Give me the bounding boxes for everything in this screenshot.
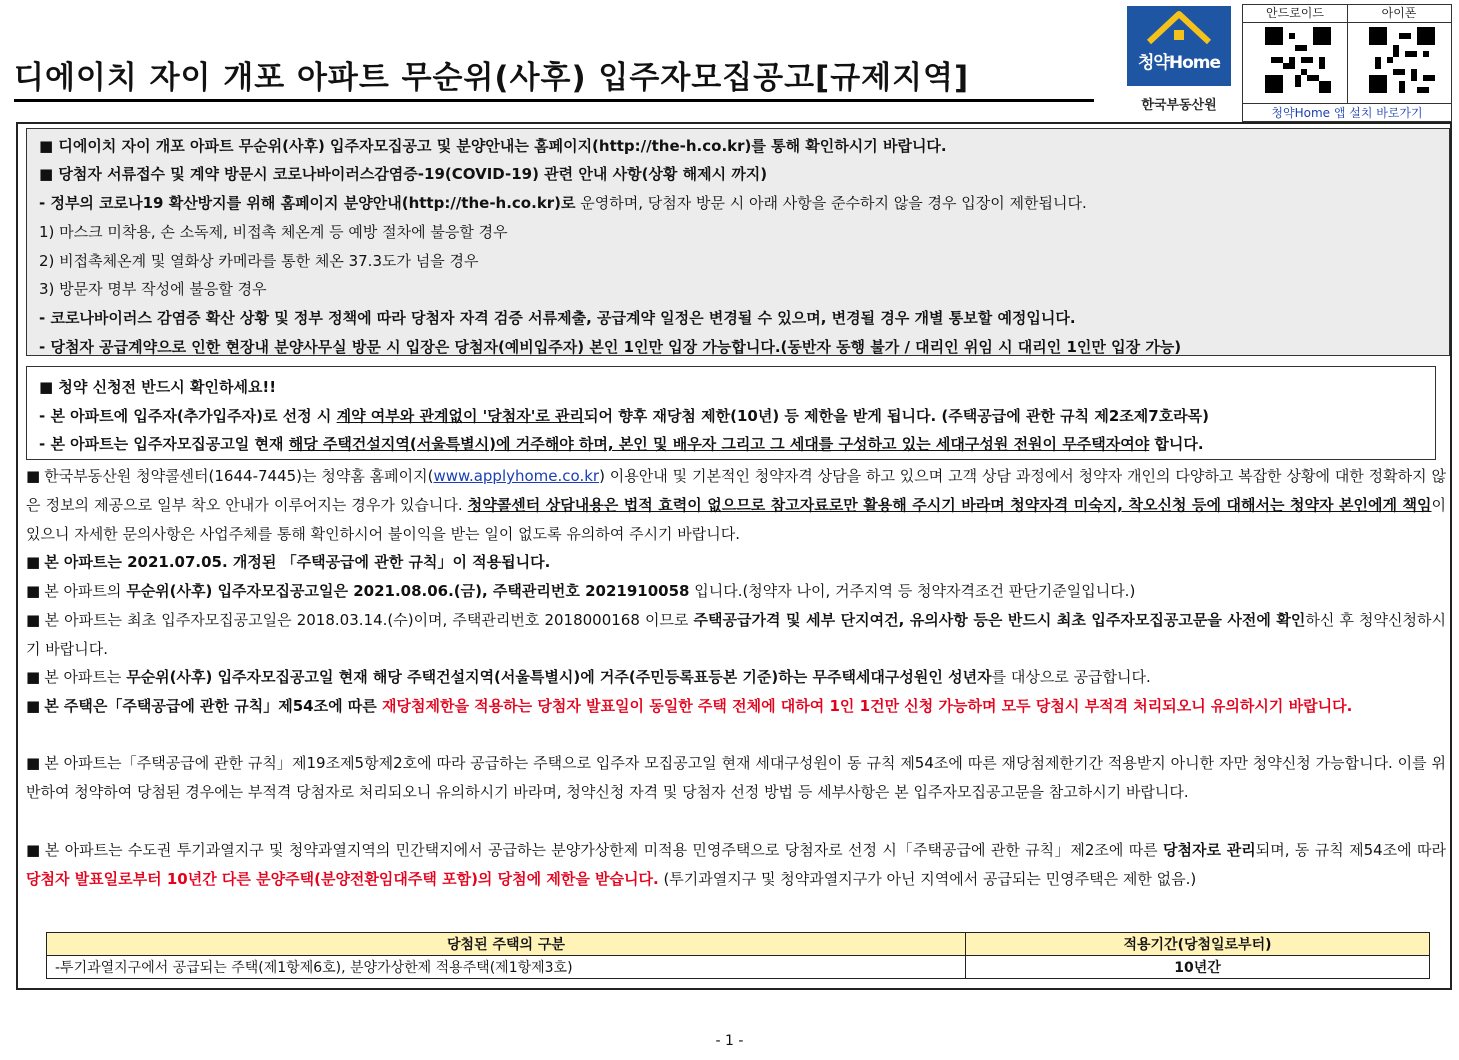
p4-c: 하신 후 청약신청하시기 바랍니다. xyxy=(26,611,1446,658)
qr-code-iphone-icon[interactable] xyxy=(1369,27,1435,93)
p7-a: 본 아파트는「주택공급에 관한 규칙」제19조제5항제2호에 따라 공급하는 주택으로 입주자 모집공고일 현재 세대구성원이 동 규칙 제54조에 따른 재당첨제한기간 적용받지 아니한 자만 청약신청 가능합니다. 이를 위반하여 청약하여 당첨된 경우에는 부적격 당첨자로 처리되오니 유의하시기 바라며, 청약신청 자격 및 당첨자 선정 방법 등 세부사항은 본 입주자모집공고문을 참고하시기 바랍니다. xyxy=(26,754,1446,801)
p4-b: 주택공급가격 및 세부 단지여건, 유의사항 등은 반드시 최초 입주자모집공고문을 사전에 확인 xyxy=(693,611,1306,629)
bullet: ■ xyxy=(26,754,41,772)
p8-c: 되며, 동 규칙 제54조에 따라 xyxy=(1255,841,1446,859)
bullet: ■ xyxy=(26,611,41,629)
callcenter-paragraph xyxy=(26,462,1446,549)
check-line-3-a: - 본 아파트는 입주자모집공고일 현재 xyxy=(39,435,289,453)
covid-line-3 xyxy=(39,192,1087,213)
covid-line-3-rest: 운영하며, 당첨자 방문 시 아래 사항을 준수하지 않을 경우 입장이 제한됩니다. xyxy=(575,194,1087,212)
check-line-3-underlined: 해당 주택건설지역(서울특별시)에 거주해야 하며, 본인 및 배우자 그리고 그 세대를 구성하고 있는 세대구성원 전원이 무주택자여야 xyxy=(288,435,1150,453)
table-row xyxy=(47,956,1430,979)
covid-notice-box xyxy=(26,128,1450,356)
bullet: ■ xyxy=(26,553,41,571)
applyhome-logo xyxy=(1127,6,1231,118)
logo-org: 한국부동산원 xyxy=(1141,98,1217,113)
p3-a: 본 아파트의 xyxy=(44,582,127,600)
check-before-apply-box xyxy=(26,366,1436,460)
rewin-period-table xyxy=(46,932,1430,979)
p1-a: 한국부동산원 청약콜센터(1644-7445)는 청약홈 홈페이지( xyxy=(44,467,434,485)
p1-b: ) 이용안내 및 기본적인 청약자격 상담을 하고 있으며 고객 상담 과정에서 청약자 개인의 다양하고 복잡한 상황에 대한 정확하지 않은 정보의 제공으로 일부 착오 안내가 이루어지는 경우가 있습니다. xyxy=(26,467,1446,514)
rule19-paragraph xyxy=(26,749,1446,807)
qr-android-label: 안드로이드 xyxy=(1243,5,1347,23)
p5-a: 본 아파트는 xyxy=(44,668,127,686)
initial-notice-paragraph xyxy=(26,606,1446,664)
p1-c: 청약콜센터 상담내용은 법적 효력이 없으므로 참고자료로만 활용해 주시기 바라며 청약자격 미숙지, 착오신청 등에 대해서는 청약자 본인에게 책임 xyxy=(467,496,1432,514)
rule-applied-paragraph xyxy=(26,548,1446,577)
qr-iphone-label: 아이폰 xyxy=(1347,5,1451,23)
logo-text: 청약Home xyxy=(1138,53,1220,73)
p6-b-red: 재당첨제한을 적용하는 당첨자 발표일이 동일한 주택 전체에 대하여 1인 1건만 신청 가능하며 모두 당첨시 부적격 처리되오니 유의하시기 바랍니다. xyxy=(382,697,1353,715)
covid-line-4: 1) 마스크 미착용, 손 소독제, 비접촉 체온계 등 예방 절차에 불응할 경우 xyxy=(39,223,508,241)
check-line-2-a: - 본 아파트에 입주자(추가입주자)로 선정 시 xyxy=(39,407,337,425)
covid-line-5: 2) 비접촉체온계 및 열화상 카메라를 통한 체온 37.3도가 넘을 경우 xyxy=(39,252,479,270)
p3-c: 입니다.(청약자 나이, 거주지역 등 청약자격조건 판단기준일입니다.) xyxy=(689,582,1136,600)
table-header-period: 적용기간(당첨일로부터) xyxy=(966,933,1430,956)
p1-d: 이 있으니 자세한 문의사항은 사업주체를 통해 확인하시어 불이익을 받는 일이 없도록 유의하여 주시기 바랍니다. xyxy=(26,496,1446,543)
covid-line-6: 3) 방문자 명부 작성에 불응할 경우 xyxy=(39,280,267,298)
applyhome-link[interactable]: www.applyhome.co.kr xyxy=(433,467,600,485)
notice-date-paragraph xyxy=(26,577,1446,606)
covid-line-1: ■ 디에이치 자이 개포 아파트 무순위(사후) 입주자모집공고 및 분양안내는 홈페이지(http://the-h.co.kr)를 통해 확인하시기 바랍니다. xyxy=(39,137,947,155)
bullet: ■ xyxy=(26,668,41,686)
rewin-limit-paragraph xyxy=(26,692,1446,721)
p8-e: (투기과열지구 및 청약과열지구가 아닌 지역에서 공급되는 민영주택은 제한 없음.) xyxy=(658,870,1197,888)
p6-a: 본 주택은「주택공급에 관한 규칙」제54조에 따른 xyxy=(44,697,382,715)
app-install-link[interactable]: 청약Home 앱 설치 바로가기 xyxy=(1243,103,1451,122)
p3-b: 무순위(사후) 입주자모집공고일은 2021.08.06.(금), 주택관리번호 2021910058 xyxy=(126,582,690,600)
table-cell-period: 10년간 xyxy=(966,956,1430,979)
check-line-2-c: 되어 향후 재당첨 제한(10년) 등 제한을 받게 됩니다. (주택공급에 관한 규칙 제2조제7호라목) xyxy=(584,407,1210,425)
speculation-zone-paragraph xyxy=(26,836,1446,894)
house-roof-icon xyxy=(1127,6,1231,50)
page-number: - 1 - xyxy=(715,1033,744,1049)
bullet: ■ xyxy=(26,697,41,715)
table-cell-category: -투기과열지구에서 공급되는 주택(제1항제6호), 분양가상한제 적용주택(제1항제3호) xyxy=(47,956,966,979)
bullet: ■ xyxy=(26,841,41,859)
p8-a: 본 아파트는 수도권 투기과열지구 및 청약과열지역의 민간택지에서 공급하는 분양가상한제 미적용 민영주택으로 당첨자로 선정 시「주택공급에 관한 규칙」제2조에 따른 xyxy=(44,841,1164,859)
check-line-1: ■ 청약 신청전 반드시 확인하세요!! xyxy=(39,378,277,396)
covid-line-2: ■ 당첨자 서류접수 및 계약 방문시 코로나바이러스감염증-19(COVID-19) 관련 안내 사항(상황 해제시 까지) xyxy=(39,165,768,183)
table-header-row xyxy=(47,933,1430,956)
check-line-3 xyxy=(39,433,1204,454)
p8-b: 당첨자로 관리 xyxy=(1163,841,1256,859)
bullet: ■ xyxy=(26,467,41,485)
p2-a: 본 아파트는 2021.07.05. 개정된 「주택공급에 관한 규칙」이 적용됩니다. xyxy=(44,553,551,571)
page-title: 디에이치 자이 개포 아파트 무순위(사후) 입주자모집공고[규제지역] xyxy=(14,52,1094,102)
covid-line-3-bold: - 정부의 코로나19 확산방지를 위해 홈페이지 분양안내(http://the-h.co.kr)로 xyxy=(39,194,576,212)
check-line-2 xyxy=(39,405,1209,426)
qr-code-android-icon[interactable] xyxy=(1265,27,1331,93)
table-header-category: 당첨된 주택의 구분 xyxy=(47,933,966,956)
check-line-2-underlined: 계약 여부와 관계없이 '당첨자'로 관리 xyxy=(336,407,585,425)
eligibility-paragraph xyxy=(26,663,1446,692)
p5-b: 무순위(사후) 입주자모집공고일 현재 해당 주택건설지역(서울특별시)에 거주(주민등록표등본 기준)하는 무주택세대구성원인 성년자 xyxy=(126,668,992,686)
covid-line-7: - 코로나바이러스 감염증 확산 상황 및 정부 정책에 따라 당첨자 자격 검증 서류제출, 공급계약 일정은 변경될 수 있으며, 변경될 경우 개별 통보할 예정입니다. xyxy=(39,309,1076,327)
p5-c: 를 대상으로 공급합니다. xyxy=(991,668,1151,686)
covid-line-8: - 당첨자 공급계약으로 인한 현장내 분양사무실 방문 시 입장은 당첨자(예비입주자) 본인 1인만 입장 가능합니다.(동반자 동행 불가 / 대리인 위임 시 대리인 1인만 입장 가능) xyxy=(39,338,1182,356)
p8-d-red: 당첨자 발표일로부터 10년간 다른 분양주택(분양전환임대주택 포함)의 당첨에 제한을 받습니다. xyxy=(26,870,659,888)
p4-a: 본 아파트는 최초 입주자모집공고일은 2018.03.14.(수)이며, 주택관리번호 2018000168 이므로 xyxy=(44,611,694,629)
check-line-3-c: 합니다. xyxy=(1149,435,1204,453)
qr-panel xyxy=(1242,4,1452,122)
bullet: ■ xyxy=(26,582,41,600)
